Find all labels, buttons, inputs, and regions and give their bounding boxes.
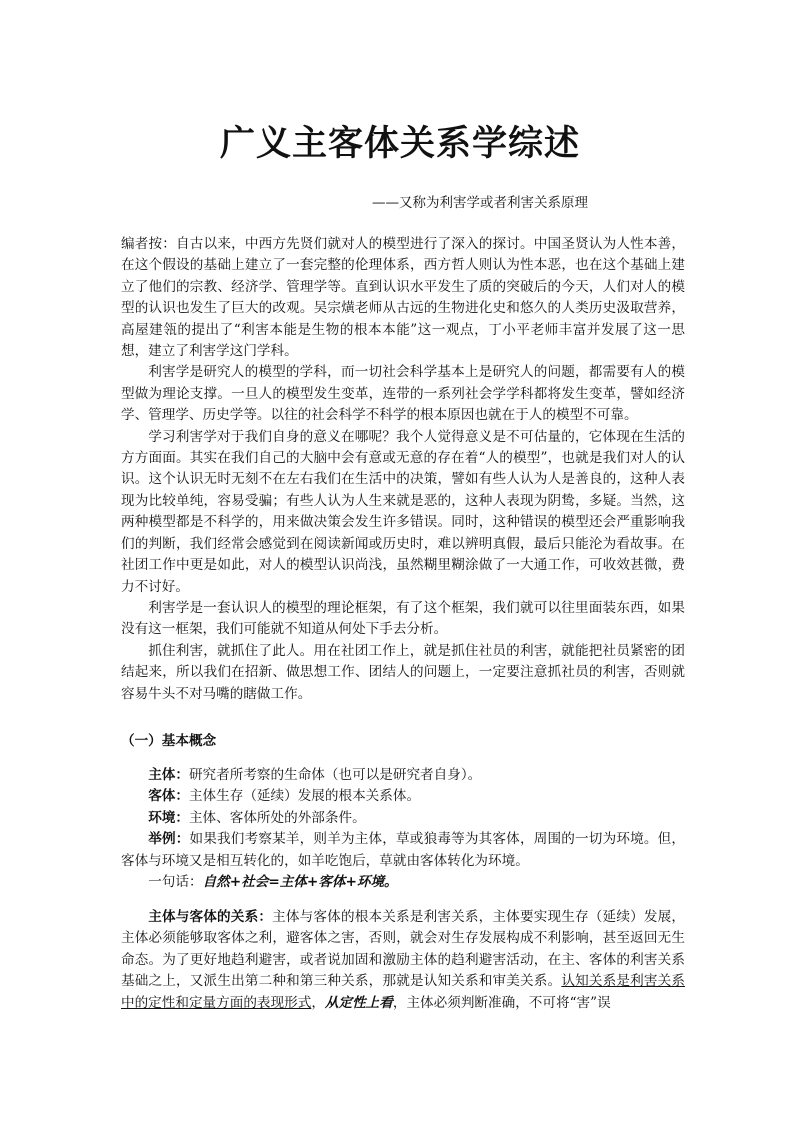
definition-text: 如果我们考察某羊，则羊为主体，草或狼毒等为其客体，周围的一切为环境。但，客体与环境又是相互转化的，如羊吃饱后，草就由客体转化为环境。 xyxy=(121,831,686,869)
intro-paragraph-2: 学习利害学对于我们自身的意义在哪呢？我个人觉得意义是不可估量的，它体现在生活的方方面面。其实在我们自己的大脑中会有意或无意的存在着“人的模型”，也就是我们对人的认识。这个认识无时无刻不在左右我们在生活中的决策，譬如有些人认为人是善良的，这种人表现为比较单纯，容易受骗；有些人认为人生来就是恶的，这种人表现为阴鸷，多疑。当然，这两种模型都是不科学的，用来做决策会发生许多错误。同时，这种错误的模型还会严重影响我们的判断，我们经常会感觉到在阅读新闻或历史时，难以辨明真假，最后只能沦为看故事。在社团工作中更是如此，对人的模型认识尚浅，虽然糊里糊涂做了一大通工作，可收效甚微，费力不讨好。 xyxy=(121,428,685,595)
summary-formula: 自然+社会=主体+客体+环境。 xyxy=(202,874,398,891)
section-heading-basic-concepts: （一）基本概念 xyxy=(121,733,217,749)
relation-separator: ， xyxy=(311,994,325,1011)
relation-text-continued: ，主体必须判断准确，不可将“害”误 xyxy=(392,994,611,1011)
document-subtitle: ——又称为利害学或者利害关系原理 xyxy=(372,195,588,211)
definition-term: 主体： xyxy=(148,767,189,783)
relation-paragraph xyxy=(121,907,685,1014)
definition-subject xyxy=(121,765,685,786)
subject-object-relation-section xyxy=(121,907,685,1014)
intro-paragraph-3: 利害学是一套认识人的模型的理论框架，有了这个框架，我们就可以往里面装东西，如果没有这一框架，我们可能就不知道从何处下手去分析。 xyxy=(121,599,685,638)
emphasis-qualitative: 从定性上看 xyxy=(324,994,393,1011)
definition-object xyxy=(121,786,685,807)
definition-example xyxy=(121,829,685,872)
document-title: 广义主客体关系学综述 xyxy=(219,123,580,164)
definition-term: 环境： xyxy=(148,809,189,826)
definition-term: 举例： xyxy=(148,831,190,848)
definition-term: 客体： xyxy=(148,788,189,805)
definition-text: 研究者所考察的生命体（也可以是研究者自身）。 xyxy=(188,767,482,783)
editor-note-paragraph: 编者按：自古以来，中西方先贤们就对人的模型进行了深入的探讨。中国圣贤认为人性本善，在这个假设的基础上建立了一套完整的伦理体系，西方哲人则认为性本恶，也在这个基础上建立了他们的宗教、经济学、管理学等。直到认识水平发生了质的突破后的今天，人们对人的模型的认识也发生了巨大的改观。吴宗熿老师从古远的生物进化史和悠久的人类历史汲取营养，高屋建瓴的提出了“利害本能是生物的根本本能”这一观点，丁小平老师丰富并发展了这一思想，建立了利害学这门学科。 xyxy=(121,236,685,360)
definition-text: 主体生存（延续）发展的根本关系体。 xyxy=(188,788,421,805)
intro-section xyxy=(121,234,685,705)
intro-paragraph-1: 利害学是研究人的模型的学科，而一切社会科学基本上是研究人的问题，都需要有人的模型做为理论支撑。一旦人的模型发生变革，连带的一系列社会学学科都将发生变革，譬如经济学、管理学、历史学等。以往的社会科学不科学的根本原因也就在于人的模型不可靠。 xyxy=(121,364,685,424)
summary-label: 一句话： xyxy=(148,874,203,891)
definition-environment xyxy=(121,808,685,829)
relation-label: 主体与客体的关系： xyxy=(148,909,273,925)
relation-text: 主体与客体的根本关系是利害关系，主体要实现生存（延续）发展，主体必须能够取客体之利，避客体之害，否则，就会对生存发展构成不利影响，甚至返回无生命态。为了更好地趋利避害，或者说加固和激励主体的趋利避害活动，在主、客体的利害关系基础之上，又派生出第二种和第三种关系，那就是认知关系和审美关系。 xyxy=(121,909,685,990)
summary-line xyxy=(121,872,685,893)
basic-concepts-section xyxy=(121,765,685,893)
underlined-statement: 认知关系是利害关系中的定性和定量方面的表现形式 xyxy=(121,973,686,1011)
definition-text: 主体、客体所处的外部条件。 xyxy=(188,809,366,826)
intro-paragraph-4: 抓住利害，就抓住了此人。用在社团工作上，就是抓住社员的利害，就能把社员紧密的团结起来，所以我们在招新、做思想工作、团结人的问题上，一定要注意抓社员的利害，否则就容易牛头不对马嘴的瞎做工作。 xyxy=(121,642,685,702)
